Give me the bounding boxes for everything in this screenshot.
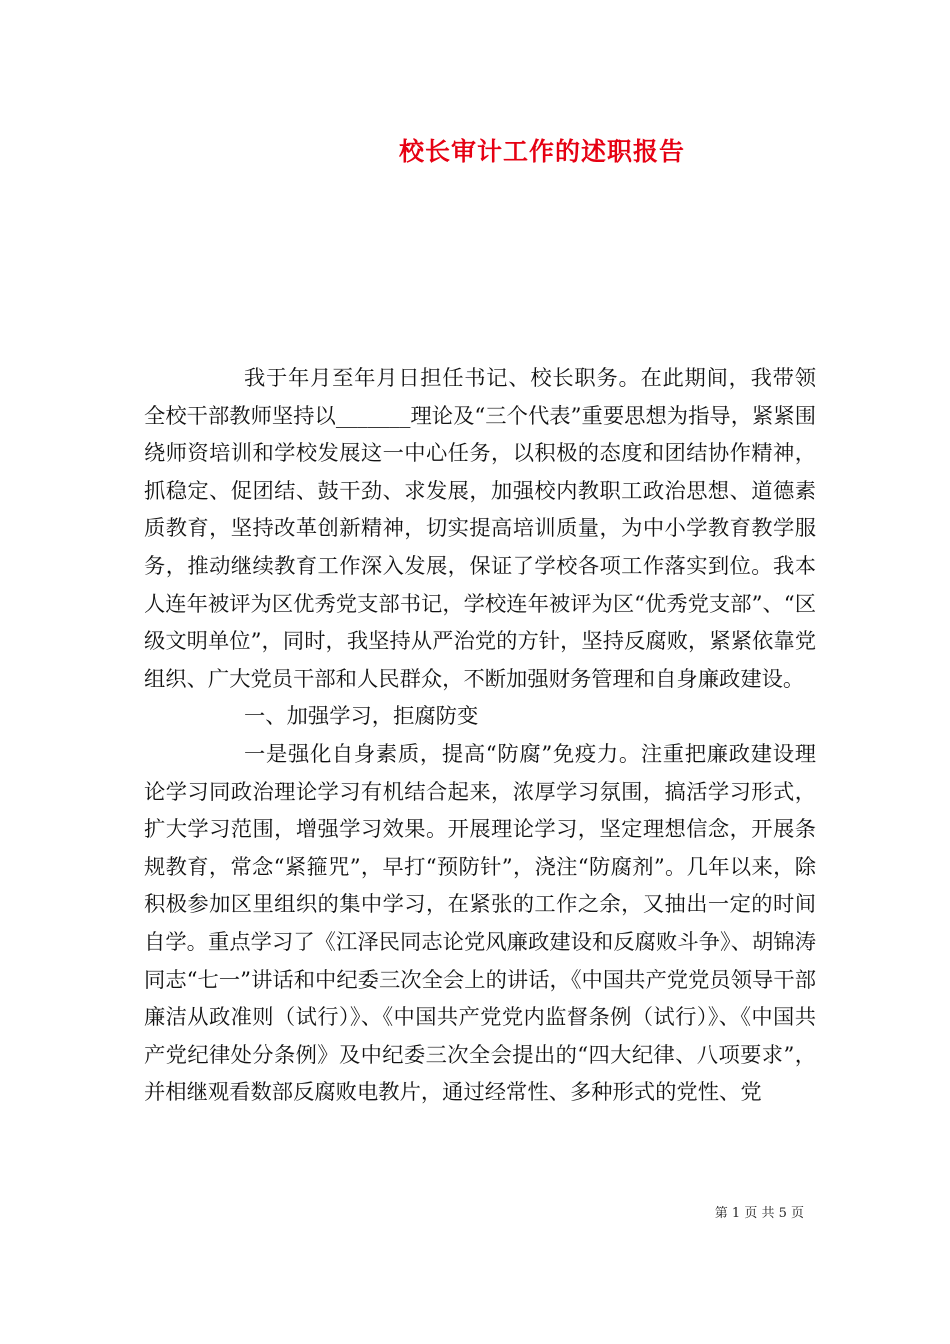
document-body — [144, 360, 816, 1112]
paragraph-section-1-item-1: 一是强化自身素质，提高“防腐”免疫力。注重把廉政建设理论学习同政治理论学习有机结合起来，浓厚学习氛围，搞活学习形式，扩大学习范围，增强学习效果。开展理论学习，坚定理想信念，开展条规教育，常念“紧箍咒”，早打“预防针”，浇注“防腐剂”。几年以来，除积极参加区里组织的集中学习，在紧张的工作之余，又抽出一定的时间自学。重点学习了《江泽民同志论党风廉政建设和反腐败斗争》、胡锦涛同志“七一”讲话和中纪委三次全会上的讲话，《中国共产党党员领导干部廉洁从政准则（试行）》、《中国共产党党内监督条例（试行）》、《中国共产党纪律处分条例》及中纪委三次全会提出的“四大纪律、八项要求”，并相继观看数部反腐败电教片，通过经常性、多种形式的党性、党 — [144, 741, 816, 1106]
page-number: 第 1 页 共 5 页 — [714, 1206, 804, 1221]
paragraph-intro: 我于年月至年月日担任书记、校长职务。在此期间，我带领全校干部教师坚持以_______理论及“三个代表”重要思想为指导，紧紧围绕师资培训和学校发展这一中心任务，以积极的态度和团结协作精神，抓稳定、促团结、鼓干劲、求发展，加强校内教职工政治思想、道德素质教育，坚持改革创新精神，切实提高培训质量，为中小学教育教学服务，推动继续教育工作深入发展，保证了学校各项工作落实到位。我本人连年被评为区优秀党支部书记，学校连年被评为区“优秀党支部”、“区级文明单位”，同时，我坚持从严治党的方针，坚持反腐败，紧紧依靠党组织、广大党员干部和人民群众，不断加强财务管理和自身廉政建设。 — [144, 366, 816, 692]
document-title: 校长审计工作的述职报告 — [398, 137, 685, 166]
section-heading-1: 一、加强学习，拒腐防变 — [244, 704, 479, 730]
